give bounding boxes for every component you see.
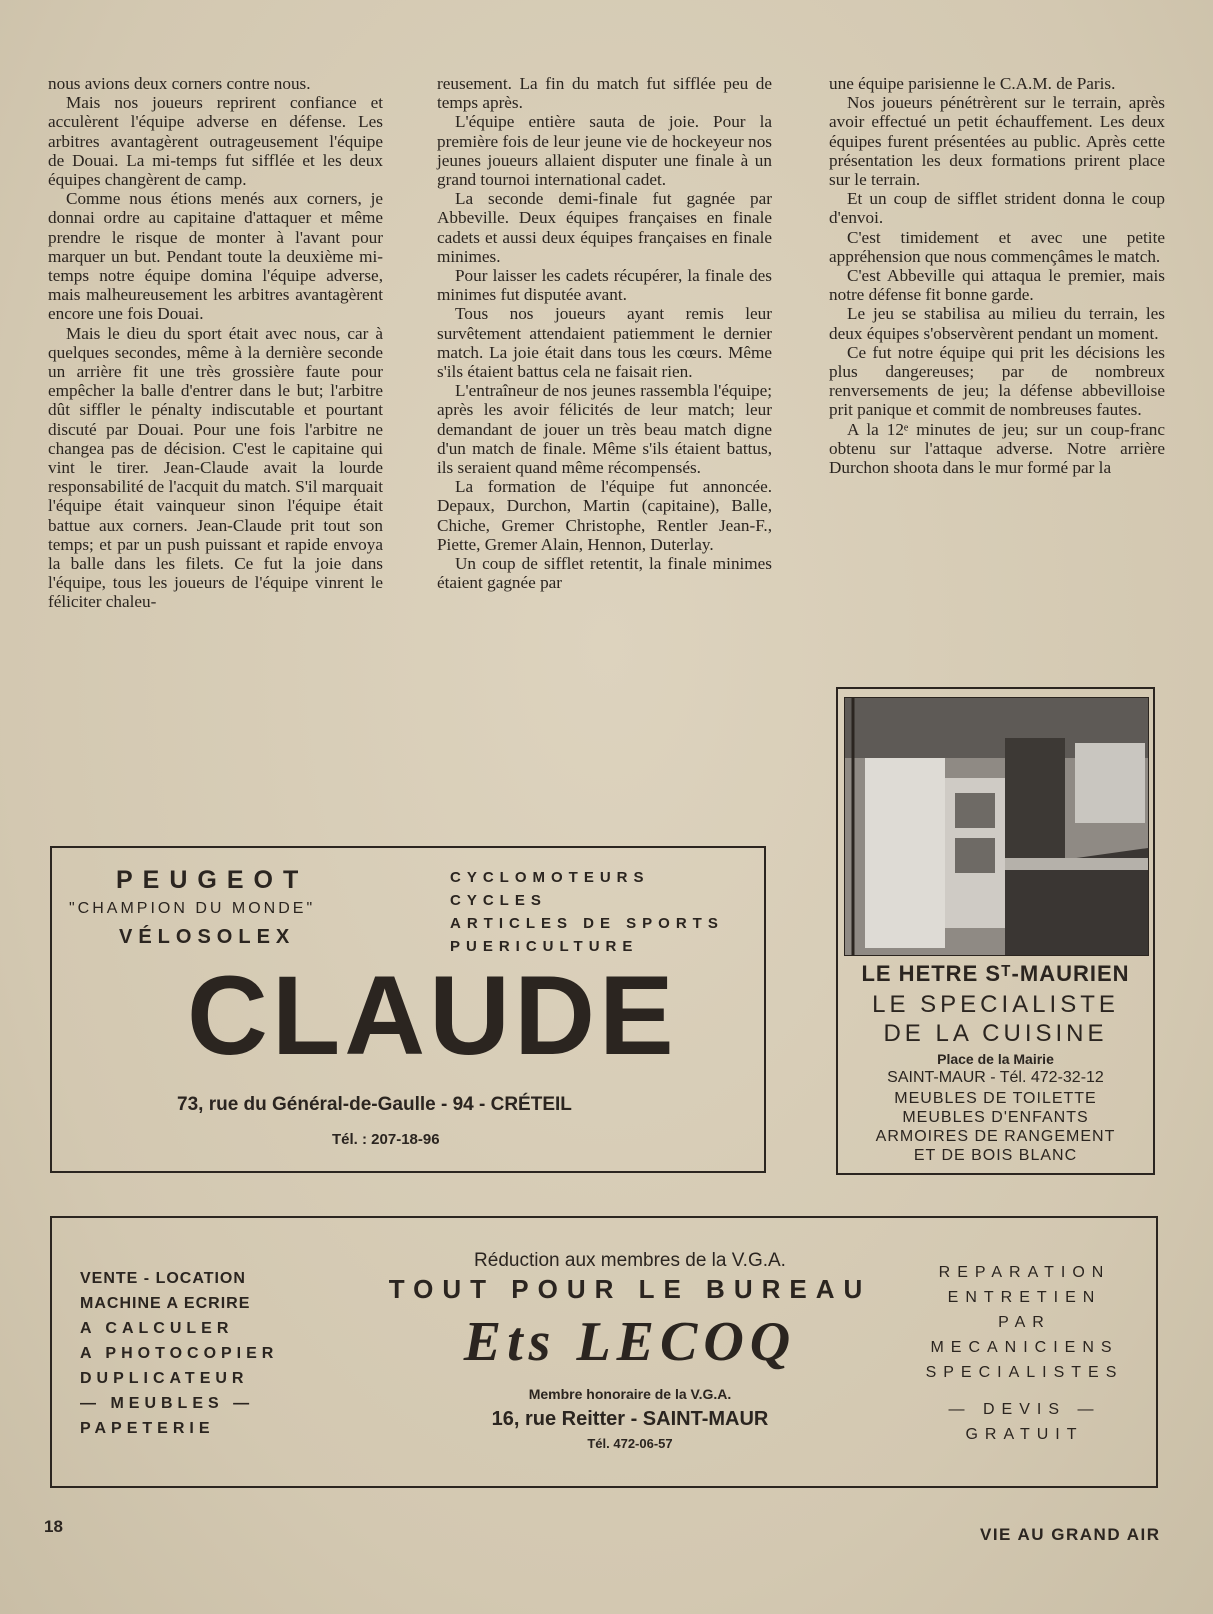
list-item: GRATUIT [965,1426,1084,1443]
list-item: DUPLICATEUR [80,1370,249,1387]
ad-lecoq-right-list [902,1260,1147,1447]
kitchen-photo-icon [845,698,1148,955]
list-item: PUERICULTURE [450,938,639,955]
paragraph: nous avions deux corners contre nous. [48,74,311,93]
ad-claude [50,846,766,1173]
list-item: MACHINE A ECRIRE [80,1295,251,1312]
ad-brand-logo: CLAUDE [187,953,678,1078]
list-item: ARTICLES DE SPORTS [450,915,724,932]
paragraph: A la 12ᵉ minutes de jeu; sur un coup-franc obtenu sur l'attaque adverse. Notre arrière Durchon shoota dans le mur formé par la [829,419,1165,478]
ad-lecoq-address: 16, rue Reitter - SAINT-MAUR [491,1408,769,1430]
ad-lecoq-membre: Membre honoraire de la V.G.A. [528,1386,732,1402]
paragraph: reusement. La fin du match fut sifflée peu de temps après. [437,74,772,113]
magazine-title: VIE AU GRAND AIR [980,1525,1161,1544]
paragraph: Le jeu se stabilisa au milieu du terrain, les deux équipes s'observèrent pendant un moment. [829,304,1165,343]
paragraph: L'entraîneur de nos jeunes rassembla l'équipe; après les avoir félicités de leur match; leur demandant de jouer un très beau match digne d'un match de finale. Même s'ils étaient battus, ils seraient quand même récompensés. [437,381,772,478]
list-item: A CALCULER [80,1320,234,1337]
paragraph: Comme nous étions menés aux corners, je donnai ordre au capitaine d'attaquer et même prendre le risque de monter à l'avant pour marquer un but. Pendant toute la deuxième mi-temps notre équipe domina l'équipe adverse, mais malheureusement les arbitres avantagèrent encore une fois Douai. [48,189,383,324]
ad-hetre [836,687,1155,1175]
paragraph: La seconde demi-finale fut gagnée par Abbeville. Deux équipes françaises en finale cadets et aussi deux équipes françaises en finale minimes. [437,189,772,266]
paragraph: Tous nos joueurs ayant remis leur survêtement attendaient patiemment le dernier match. La joie était dans tous les cœurs. Même s'ils étaient battus cela ne faisait rien. [437,304,772,382]
ad-champion: "CHAMPION DU MONDE" [69,900,316,917]
page-number: 18 [44,1517,63,1536]
article-column-1 [48,74,383,612]
paragraph: C'est timidement et avec une petite appréhension que nous commençâmes le match. [829,227,1165,266]
ad-velosolex: VÉLOSOLEX [119,926,296,948]
list-item: — DEVIS — [948,1401,1101,1418]
ad-hetre-town-tel: SAINT-MAUR - Tél. 472-32-12 [887,1069,1104,1086]
list-item: MEUBLES D'ENFANTS [902,1109,1089,1126]
list-item: MECANICIENS [930,1339,1119,1356]
list-item: MEUBLES DE TOILETTE [894,1090,1097,1107]
list-item: PAR [998,1314,1051,1331]
ad-lecoq-headline: TOUT POUR LE BUREAU [388,1274,872,1304]
ad-hetre-items [838,1089,1153,1165]
list-item: VENTE - LOCATION [80,1270,246,1287]
list-item: ENTRETIEN [947,1289,1102,1306]
paragraph: Ce fut notre équipe qui prit les décisions les plus dangereuses; par de nombreux renversements de jeu; la défense abbevilloise prit panique et commit de nombreuses fautes. [829,342,1165,420]
ad-products-list [450,866,724,958]
paragraph: une équipe parisienne le C.A.M. de Paris. [829,74,1116,93]
article-column-2 [437,74,772,592]
kitchen-photo [844,697,1149,956]
ad-peugeot: PEUGEOT [116,866,309,894]
article-column-3 [829,74,1165,477]
list-item: CYCLES [450,892,547,909]
list-item: ET DE BOIS BLANC [913,1147,1078,1164]
ad-lecoq [50,1216,1158,1488]
list-item: ARMOIRES DE RANGEMENT [875,1128,1116,1145]
ad-address: 73, rue du Général-de-Gaulle - 94 - CRÉTEIL [177,1094,572,1115]
ad-lecoq-reduction: Réduction aux membres de la V.G.A. [474,1250,786,1271]
ad-hetre-tagline: DE LA CUISINE [883,1020,1108,1047]
paragraph: Mais nos joueurs reprirent confiance et acculèrent l'équipe adverse en défense. Les arbitres avantagèrent outrageusement l'équipe de Douai. La mi-temps fut sifflée et les deux équipes changèrent de camp. [48,93,383,190]
paragraph: C'est Abbeville qui attaqua le premier, mais notre défense fit bonne garde. [829,266,1165,305]
paragraph: L'équipe entière sauta de joie. Pour la première fois de leur jeune vie de hockeyeur nos jeunes joueurs allaient disputer une finale à un grand tournoi international cadet. [437,112,772,190]
paragraph: La formation de l'équipe fut annoncée. Depaux, Durchon, Martin (capitaine), Balle, Chiche, Gremer Christophe, Rentler Jean-F., Piette, Gremer Alain, Hennon, Duterlay. [437,477,772,554]
ad-hetre-tagline: LE SPECIALISTE [872,991,1119,1018]
ad-lecoq-telephone: Tél. 472-06-57 [587,1436,673,1451]
ad-lecoq-left-list [80,1266,278,1441]
list-item: A PHOTOCOPIER [80,1345,279,1362]
paragraph: Nos joueurs pénétrèrent sur le terrain, après avoir effectué un petit échauffement. Les deux équipes furent présentées au public. Après cette présentation les deux formations prirent place sur le terrain. [829,93,1165,190]
paragraph: Et un coup de sifflet strident donna le coup d'envoi. [829,189,1165,228]
list-item: REPARATION [938,1264,1111,1281]
list-item: SPECIALISTES [925,1364,1124,1381]
paragraph: Mais le dieu du sport était avec nous, car à quelques secondes, même à la dernière seconde un arrière fit une très grossière faute pour empêcher la balle d'entrer dans le but; l'arbitre dût siffler le pénalty indiscutable et pourtant discuté par Douai. Pour une fois l'arbitre ne changea pas de décision. C'est le capitaine qui vint le tirer. Jean-Claude avait la lourde responsabilité de l'acquit du match. S'il marquait l'équipe était vainqueur sinon l'équipe était battue aux corners. Jean-Claude prit tout son temps; et par un push puissant et rapide envoya la balle dans les filets. Ce fut la joie dans l'équipe, tous les joueurs de l'équipe vinrent le féliciter chaleu- [48,323,383,612]
paragraph: Un coup de sifflet retentit, la finale minimes étaient gagnée par [437,554,772,593]
ad-telephone: Tél. : 207-18-96 [332,1131,440,1148]
ad-lecoq-name: Ets LECOQ [463,1311,797,1373]
list-item: PAPETERIE [80,1420,215,1437]
paragraph: Pour laisser les cadets récupérer, la finale des minimes fut disputée avant. [437,266,772,305]
list-item: CYCLOMOTEURS [450,869,650,886]
ad-hetre-name: LE HETRE Sᵀ-MAURIEN [861,961,1130,986]
list-item: — MEUBLES — [80,1395,255,1412]
ad-hetre-place: Place de la Mairie [937,1051,1054,1067]
